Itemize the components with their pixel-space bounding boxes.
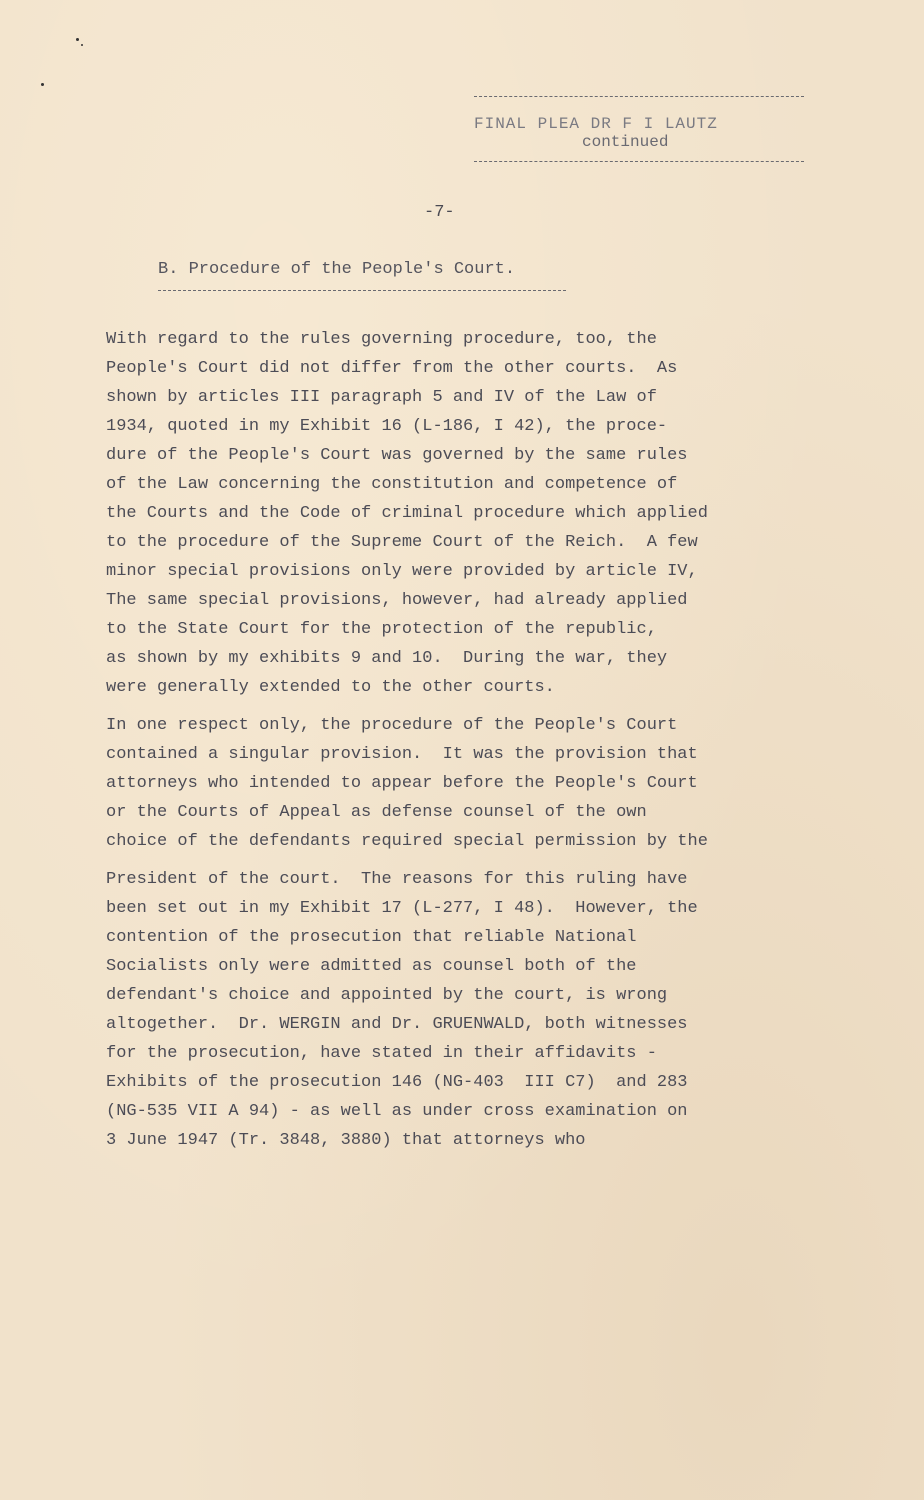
- header-bottom-rule: [474, 161, 804, 162]
- paper-speck: [81, 44, 83, 46]
- paragraph: [106, 711, 826, 856]
- text-line: were generally extended to the other courts.: [106, 678, 555, 697]
- text-line: the Courts and the Code of criminal procedure which applied: [106, 504, 708, 523]
- text-line: minor special provisions only were provided by article IV,: [106, 562, 698, 581]
- text-line: altogether. Dr. WERGIN and Dr. GRUENWALD, both witnesses: [106, 1015, 688, 1034]
- text-line: been set out in my Exhibit 17 (L-277, I 48). However, the: [106, 899, 698, 918]
- text-line: (NG-535 VII A 94) - as well as under cross examination on: [106, 1102, 688, 1121]
- text-line: The same special provisions, however, had already applied: [106, 591, 688, 610]
- document-header: [474, 96, 804, 162]
- text-line: President of the court. The reasons for this ruling have: [106, 870, 688, 889]
- text-line: 3 June 1947 (Tr. 3848, 3880) that attorneys who: [106, 1131, 586, 1150]
- text-line: With regard to the rules governing procedure, too, the: [106, 330, 657, 349]
- paragraph: [106, 865, 826, 1155]
- text-line: contained a singular provision. It was the provision that: [106, 745, 698, 764]
- text-line: dure of the People's Court was governed by the same rules: [106, 446, 688, 465]
- text-line: Exhibits of the prosecution 146 (NG-403 III C7) and 283: [106, 1073, 688, 1092]
- text-line: for the prosecution, have stated in their affidavits -: [106, 1044, 657, 1063]
- text-line: or the Courts of Appeal as defense counsel of the own: [106, 803, 647, 822]
- text-line: as shown by my exhibits 9 and 10. During the war, they: [106, 649, 668, 668]
- text-line: of the Law concerning the constitution and competence of: [106, 475, 678, 494]
- section-heading: B. Procedure of the People's Court.: [158, 260, 516, 279]
- paper-speck: [41, 83, 44, 86]
- paper-speck: [76, 38, 79, 41]
- text-line: contention of the prosecution that reliable National: [106, 928, 637, 947]
- paragraph: [106, 325, 826, 702]
- text-line: People's Court did not differ from the other courts. As: [106, 359, 678, 378]
- text-line: 1934, quoted in my Exhibit 16 (L-186, I 42), the proce-: [106, 417, 668, 436]
- text-line: attorneys who intended to appear before the People's Court: [106, 774, 698, 793]
- text-line: to the State Court for the protection of the republic,: [106, 620, 657, 639]
- page-number: -7-: [424, 203, 455, 222]
- header-title: FINAL PLEA DR F I LAUTZ: [474, 115, 718, 133]
- text-line: shown by articles III paragraph 5 and IV of the Law of: [106, 388, 657, 407]
- section-heading-underline: [158, 290, 566, 291]
- text-line: choice of the defendants required special permission by the: [106, 832, 708, 851]
- text-line: Socialists only were admitted as counsel both of the: [106, 957, 637, 976]
- text-line: to the procedure of the Supreme Court of the Reich. A few: [106, 533, 698, 552]
- text-line: In one respect only, the procedure of the People's Court: [106, 716, 678, 735]
- header-subtitle: continued: [582, 133, 669, 151]
- header-top-rule: [474, 96, 804, 97]
- text-line: defendant's choice and appointed by the court, is wrong: [106, 986, 668, 1005]
